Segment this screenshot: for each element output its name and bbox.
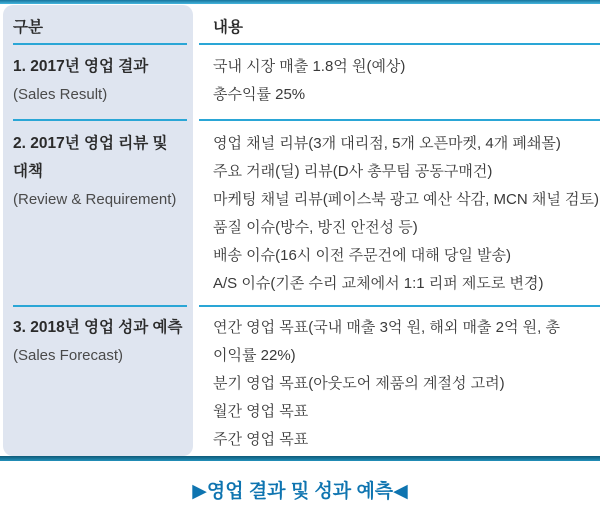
table-row-1-category [13, 53, 185, 109]
header-divider-right [199, 43, 600, 45]
table-row-3-content [213, 314, 600, 454]
row2-content-line: 주요 거래(딜) 리뷰(D사 총무팀 공동구매건) [213, 163, 493, 180]
row2-content-line: A/S 이슈(기존 수리 교체에서 1:1 리퍼 제도로 변경) [213, 275, 544, 292]
row2-content-line: 배송 이슈(16시 이전 주문건에 대해 당일 발송) [213, 247, 512, 264]
row2-divider-left [13, 305, 187, 307]
row1-divider-right [199, 119, 600, 121]
figure-caption: ▶영업 결과 및 성과 예측◀ [192, 481, 408, 502]
row2-subtitle: (Review & Requirement) [13, 191, 177, 208]
row2-content-line: 영업 채널 리뷰(3개 대리점, 5개 오픈마켓, 4개 폐쇄몰) [213, 135, 561, 152]
row3-subtitle: (Sales Forecast) [13, 347, 124, 364]
row3-content-line: 월간 영업 목표 [213, 403, 309, 420]
row3-content-line: 주간 영업 목표 [213, 431, 309, 448]
row3-content-line: 연간 영업 목표(국내 매출 3억 원, 해외 매출 2억 원, 총 [213, 319, 561, 336]
row2-content-line: 마케팅 채널 리뷰(페이스북 광고 예산 삭감, MCN 채널 검토) [213, 191, 599, 208]
bottom-border-line [0, 456, 600, 461]
row1-subtitle: (Sales Result) [13, 86, 108, 103]
row2-content-line: 품질 이슈(방수, 방진 안전성 등) [213, 219, 418, 236]
table-row-2-category [13, 130, 185, 214]
table-row-3-category [13, 314, 185, 370]
table-row-2-content [213, 130, 600, 298]
row3-content-line: 이익률 22%) [213, 347, 296, 364]
row3-title: 3. 2018년 영업 성과 예측 [13, 319, 183, 336]
row1-divider-left [13, 119, 187, 121]
row1-content-line: 국내 시장 매출 1.8억 원(예상) [213, 58, 406, 75]
row1-content-line: 총수익률 25% [213, 86, 306, 103]
row1-title: 1. 2017년 영업 결과 [13, 58, 149, 75]
column-header-category: 구분 [13, 19, 43, 36]
column-header-content: 내용 [213, 19, 243, 36]
row2-divider-right [199, 305, 600, 307]
row2-title-line: 대책 [13, 163, 43, 180]
row2-title-line: 2. 2017년 영업 리뷰 및 [13, 135, 168, 152]
table-row-1-content [213, 53, 600, 109]
row3-content-line: 분기 영업 목표(아웃도어 제품의 계절성 고려) [213, 375, 505, 392]
top-border-line [0, 0, 600, 4]
header-divider-left [13, 43, 187, 45]
